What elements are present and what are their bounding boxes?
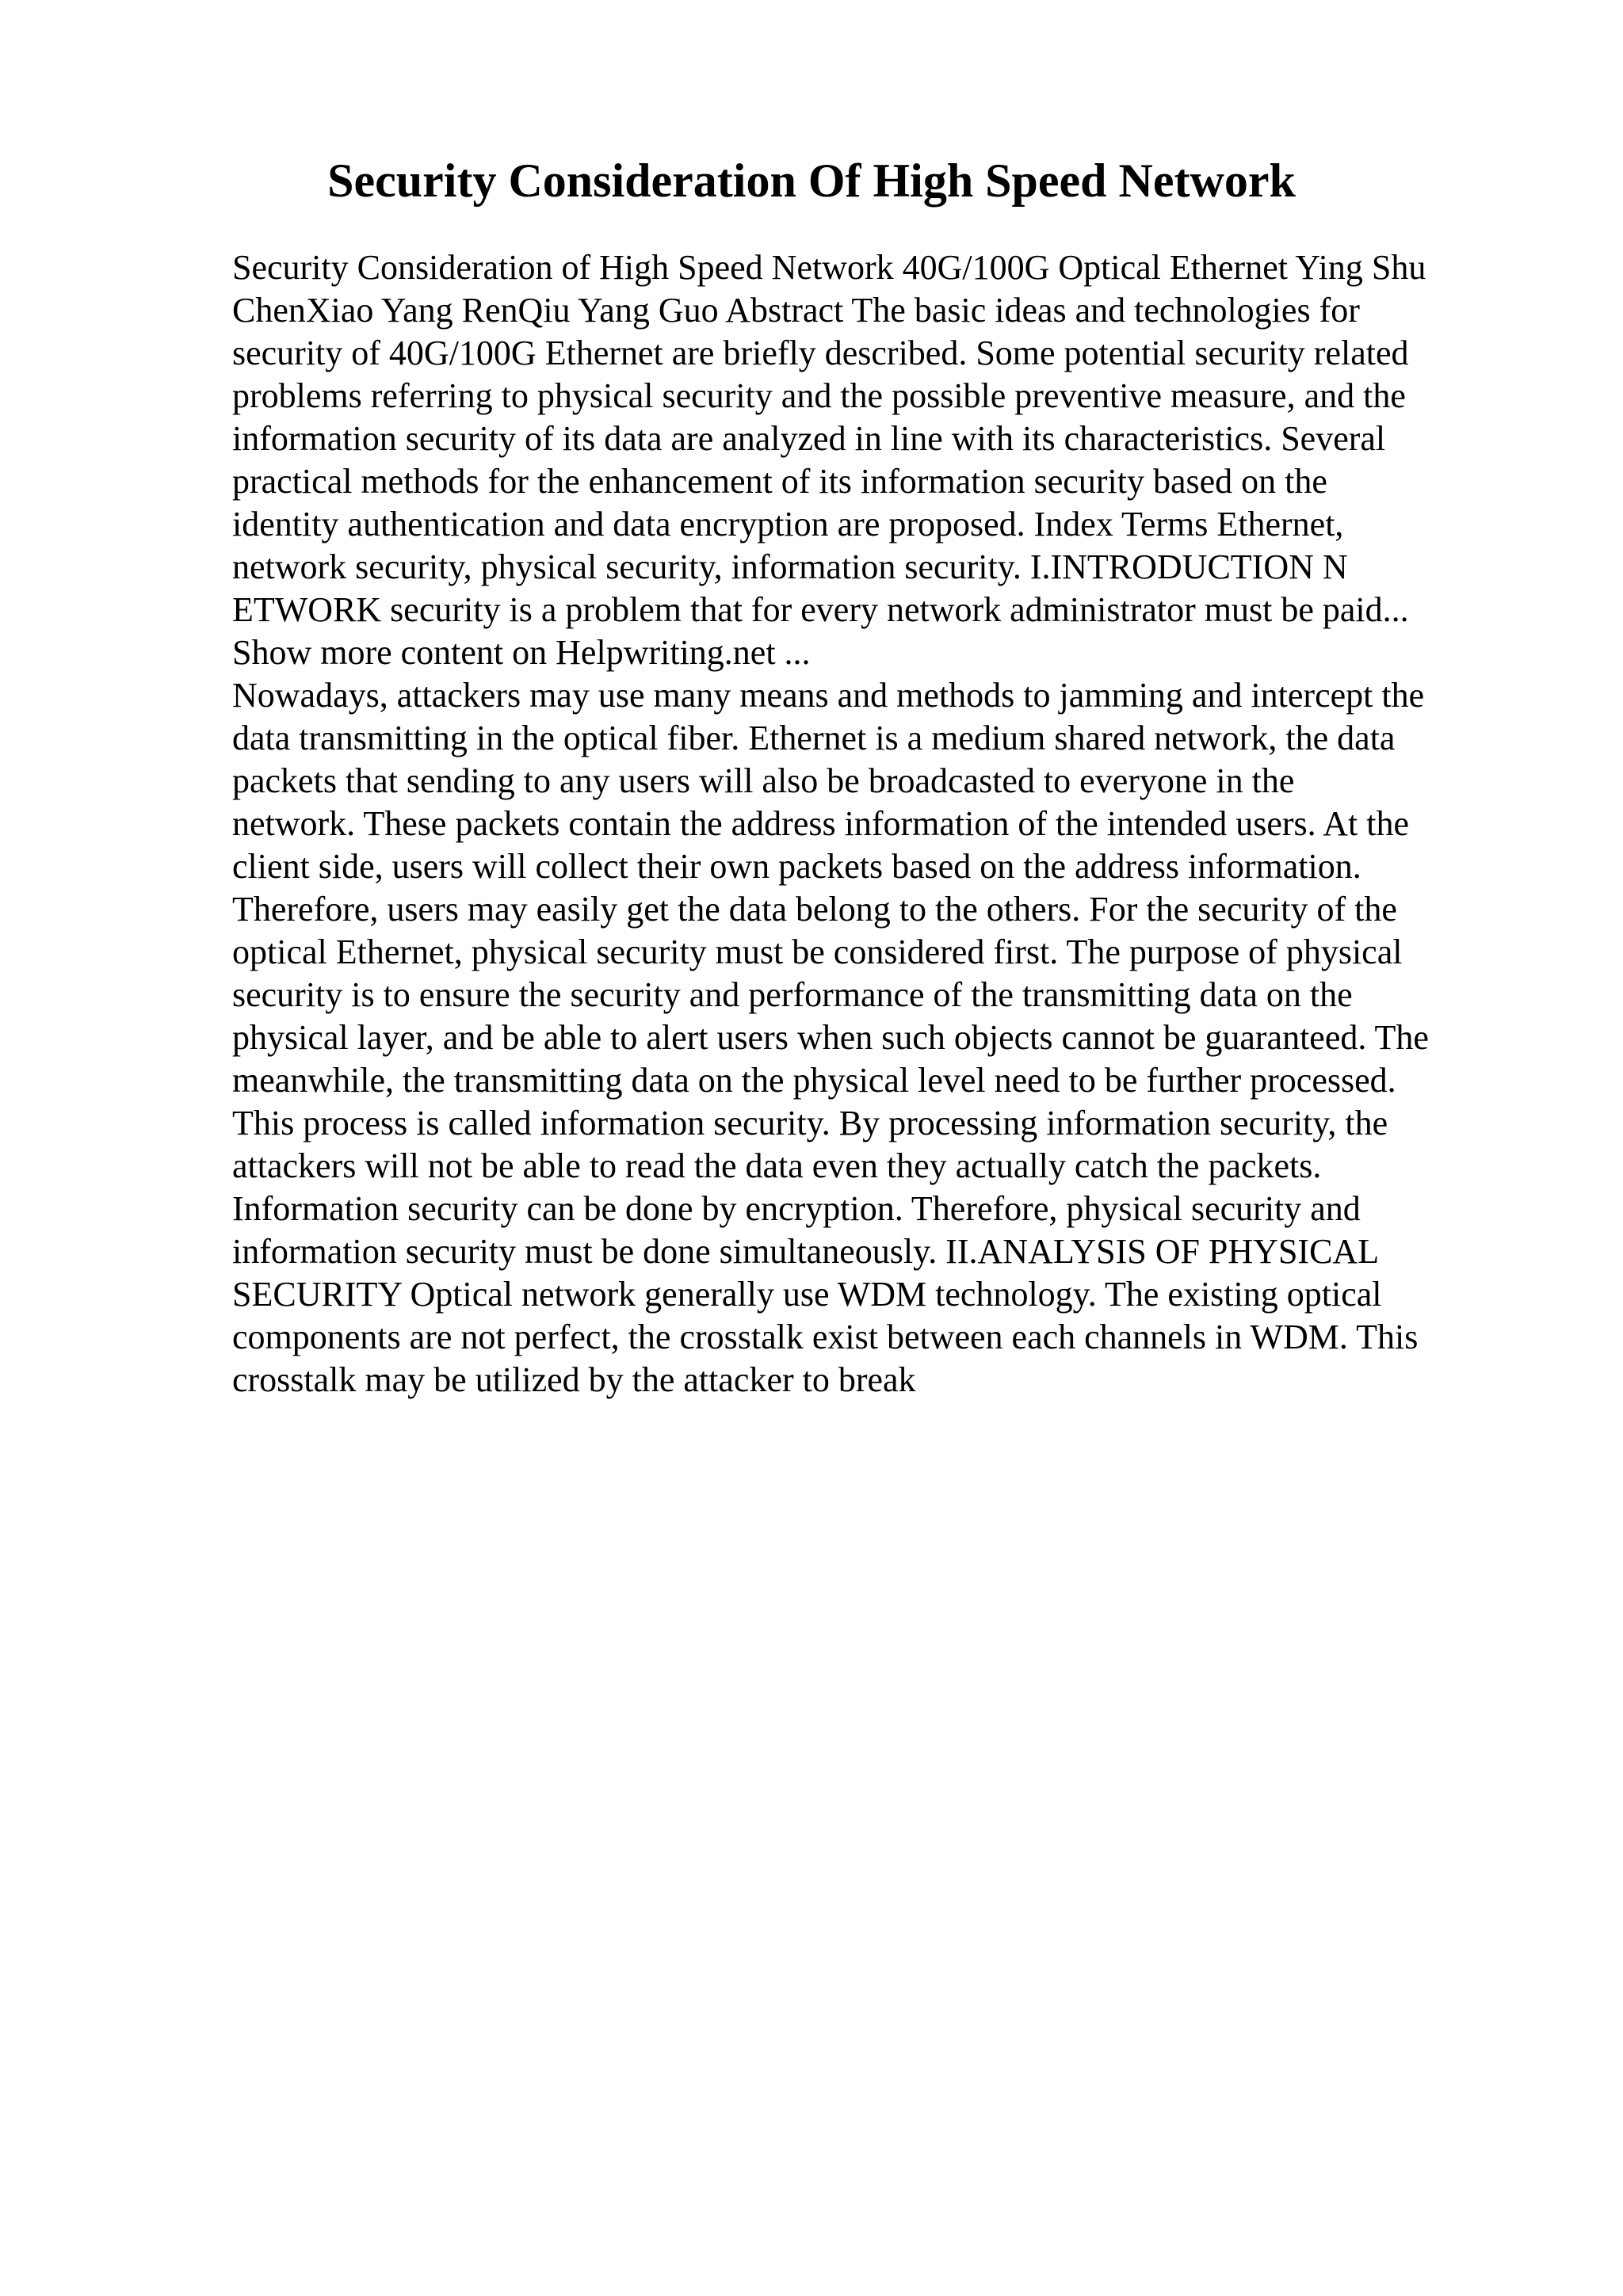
body-line: components are not perfect, the crosstalk exist between each channels in WDM. This bbox=[232, 1318, 1419, 1356]
body-line: packets that sending to any users will also be broadcasted to everyone in the bbox=[232, 761, 1295, 800]
body-line: attackers will not be able to read the data even they actually catch the packets. bbox=[232, 1146, 1322, 1185]
body-line: optical Ethernet, physical security must be considered first. The purpose of physical bbox=[232, 933, 1403, 971]
body-line: security is to ensure the security and performance of the transmitting data on the bbox=[232, 975, 1353, 1014]
body-line: Information security can be done by encryption. Therefore, physical security and bbox=[232, 1189, 1361, 1228]
document-title: Security Consideration Of High Speed Network bbox=[327, 154, 1296, 207]
body-line: Security Consideration of High Speed Network 40G/100G Optical Ethernet Ying Shu bbox=[232, 248, 1426, 287]
body-line: network. These packets contain the address information of the intended users. At the bbox=[232, 804, 1409, 843]
body-line: Nowadays, attackers may use many means and methods to jamming and intercept the bbox=[232, 676, 1425, 715]
body-line: client side, users will collect their own packets based on the address information. bbox=[232, 847, 1361, 886]
body-line: physical layer, and be able to alert users when such objects cannot be guaranteed. The bbox=[232, 1018, 1429, 1057]
document-body bbox=[232, 246, 1532, 1402]
body-line: SECURITY Optical network generally use WDM technology. The existing optical bbox=[232, 1275, 1382, 1314]
body-line: information security of its data are analyzed in line with its characteristics. Several bbox=[232, 419, 1386, 458]
show-more-line: Show more content on Helpwriting.net ... bbox=[232, 633, 811, 672]
body-line: practical methods for the enhancement of its information security based on the bbox=[232, 462, 1327, 501]
body-line: security of 40G/100G Ethernet are briefly described. Some potential security related bbox=[232, 334, 1409, 372]
body-line: ETWORK security is a problem that for every network administrator must be paid... bbox=[232, 590, 1409, 629]
body-line: identity authentication and data encryption are proposed. Index Terms Ethernet, bbox=[232, 505, 1344, 543]
body-line: This process is called information security. By processing information security, the bbox=[232, 1104, 1388, 1142]
body-line: crosstalk may be utilized by the attacker to break bbox=[232, 1360, 916, 1399]
body-line: network security, physical security, information security. I.INTRODUCTION N bbox=[232, 547, 1348, 586]
body-line: data transmitting in the optical fiber. Ethernet is a medium shared network, the data bbox=[232, 719, 1396, 757]
body-line: meanwhile, the transmitting data on the physical level need to be further processed. bbox=[232, 1061, 1396, 1100]
body-line: problems referring to physical security and the possible preventive measure, and the bbox=[232, 376, 1406, 415]
body-line: Therefore, users may easily get the data belong to the others. For the security of the bbox=[232, 890, 1397, 929]
body-line: information security must be done simultaneously. II.ANALYSIS OF PHYSICAL bbox=[232, 1232, 1380, 1271]
body-line: ChenXiao Yang RenQiu Yang Guo Abstract The basic ideas and technologies for bbox=[232, 291, 1360, 330]
